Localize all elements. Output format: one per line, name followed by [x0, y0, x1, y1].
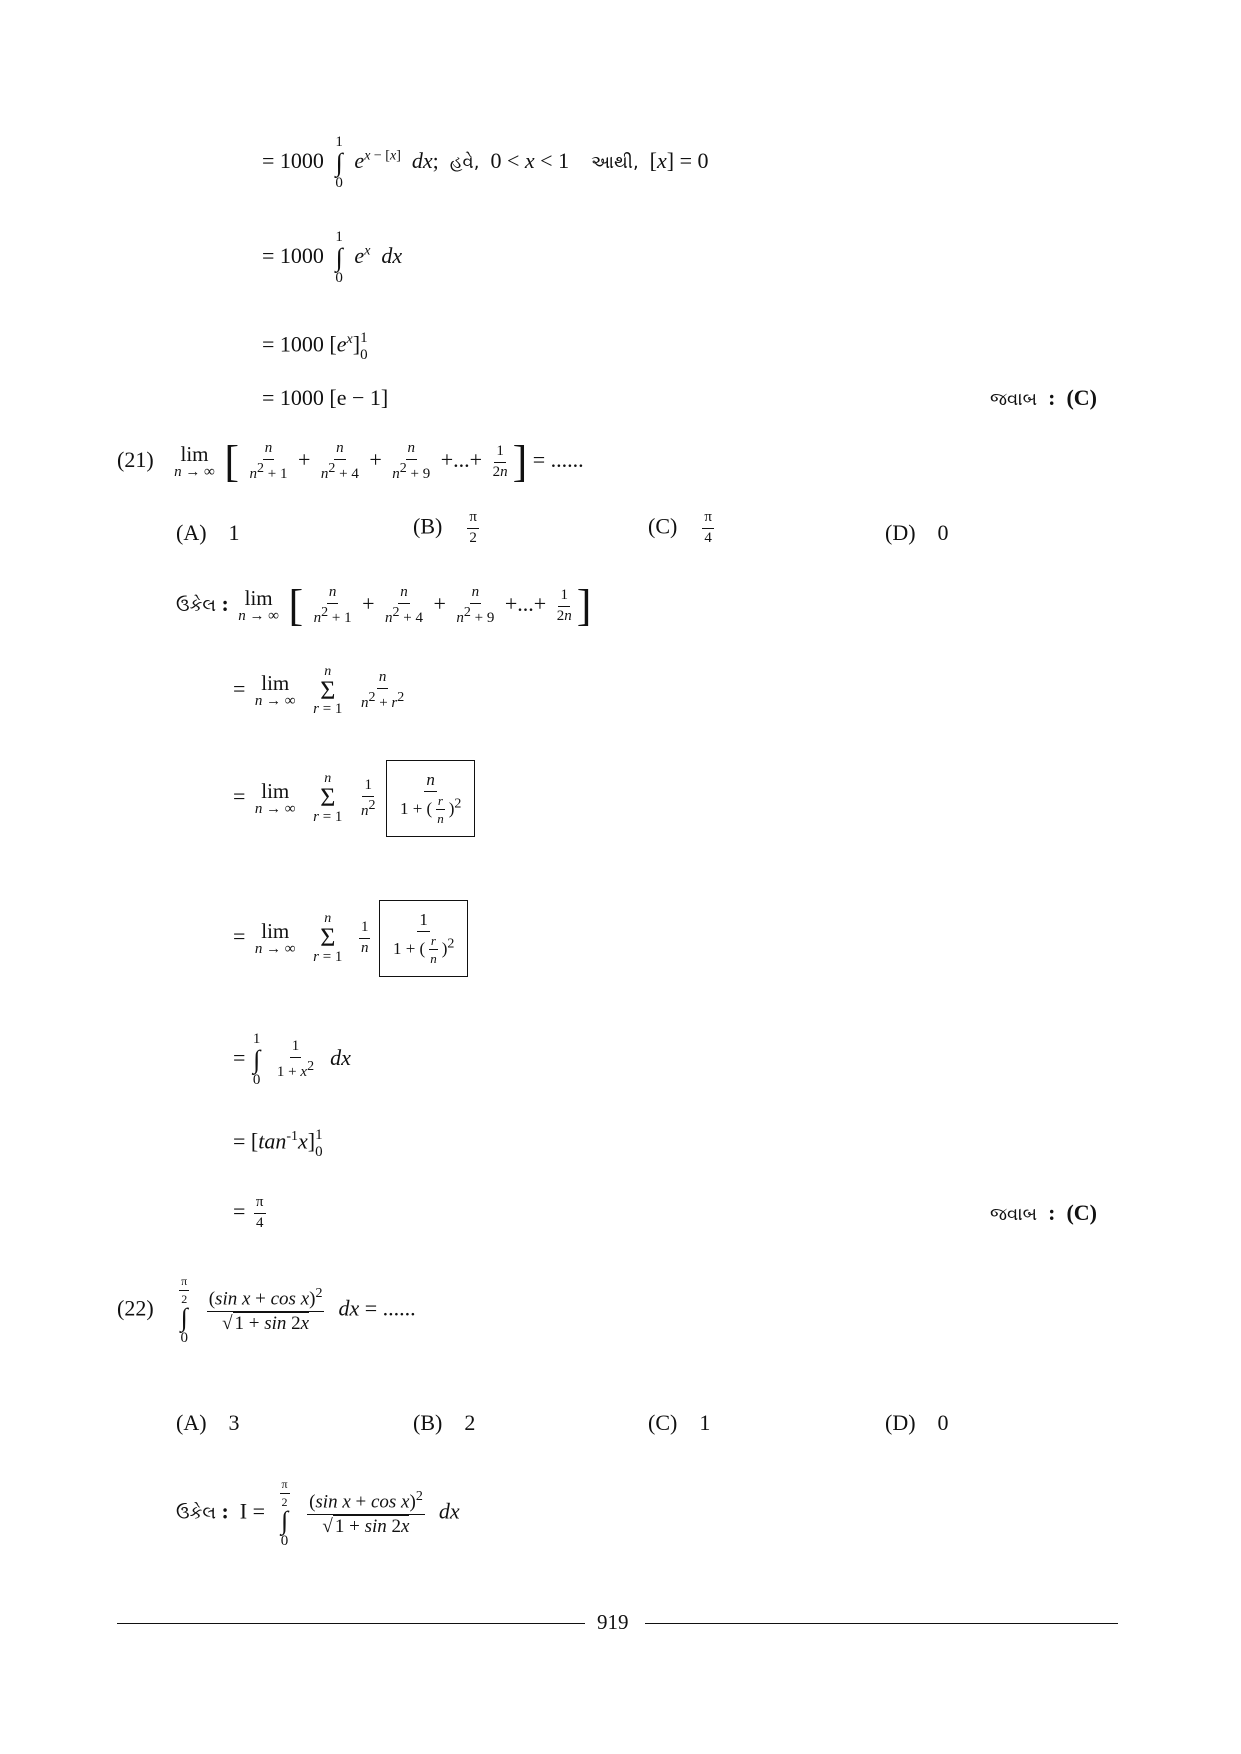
solution-21-step-4: = 1 ∫ 0 $\frac{1}{1 + x^2}$ dx — [233, 1031, 351, 1088]
question-21: (21) lim n → ∞ [ $\frac{n}{n^2 + 1}$ + $\frac{n}{n^2 + 4}$ + $\frac{n}{n^2 + 9}$ +...+ $\frac{1}{2n}$ ] = ...... — [117, 437, 584, 486]
step-line-4: = 1000 [e − 1] — [262, 385, 389, 410]
q22-option-d: (D) 0 — [885, 1410, 949, 1435]
q21-option-a: (A) 1 — [176, 520, 240, 545]
step-line-3: = 1000 $[e^x]$ 1 0 — [262, 330, 368, 363]
q22-option-a: (A) 3 — [176, 1410, 240, 1435]
integral-sign: 1 ∫ 0 — [335, 134, 343, 191]
q21-option-c: (C) $\frac{\pi}{4}$ — [648, 509, 712, 546]
step-line-2: = 1000 1 ∫ 0 $e^x$ dx — [262, 229, 403, 286]
q21-option-d: (D) 0 — [885, 520, 949, 545]
footer-rule-right — [645, 1623, 1118, 1624]
q22-option-c: (C) 1 — [648, 1410, 711, 1435]
question-22: (22) $\frac{\pi}{2}$ ∫ 0 $\frac{(\sin x + \cos x)^2}{√ 1 + \sin 2x}$ dx = ...... — [117, 1274, 416, 1347]
answer-1: જવાબ : (C) — [990, 385, 1097, 410]
integral-sign: 1 ∫ 0 — [335, 229, 343, 286]
solution-21-step-1: = lim n → ∞ n Σ r = 1 $\frac{n}{n^2 + r^2}$ — [233, 664, 405, 718]
solution-21-step-3: = lim n → ∞ n Σ r = 1 $\frac{1}{n}$ 1 1 + ( $\frac{r}{n}$ )$^2$ — [233, 900, 468, 977]
solution-21-header: ઉકેલ : lim n → ∞ [ $\frac{n}{n^2 + 1}$ + $\frac{n}{n^2 + 4}$ + $\frac{n}{n^2 + 9}$ +...+ $\frac{1}{2n}$ ] — [176, 581, 592, 630]
page-number: 919 — [597, 1610, 629, 1634]
solution-22-header: ઉકેલ : I = $\frac{\pi}{2}$ ∫ 0 $\frac{(\sin x + \cos x)^2}{√ 1 + \sin 2x}$ dx — [176, 1477, 460, 1550]
solution-21-step-6: = $\frac{\pi}{4}$ — [233, 1194, 264, 1231]
answer-2: જવાબ : (C) — [990, 1200, 1097, 1225]
q22-option-b: (B) 2 — [413, 1410, 476, 1435]
q21-option-b: (B) $\frac{\pi}{2}$ — [413, 509, 477, 546]
footer-rule-left — [117, 1623, 585, 1624]
solution-21-step-2: = lim n → ∞ n Σ r = 1 $\frac{1}{n^2}$ n 1 + ( $\frac{r}{n}$ )$^2$ — [233, 760, 475, 837]
solution-21-step-5: = $[\tan^{-1}x]$ 1 0 — [233, 1127, 323, 1160]
step-line-1: = 1000 1 ∫ 0 $e^{x - [x]}$ dx; હવે, 0 < x < 1 આથી, [x] = 0 — [262, 134, 709, 191]
